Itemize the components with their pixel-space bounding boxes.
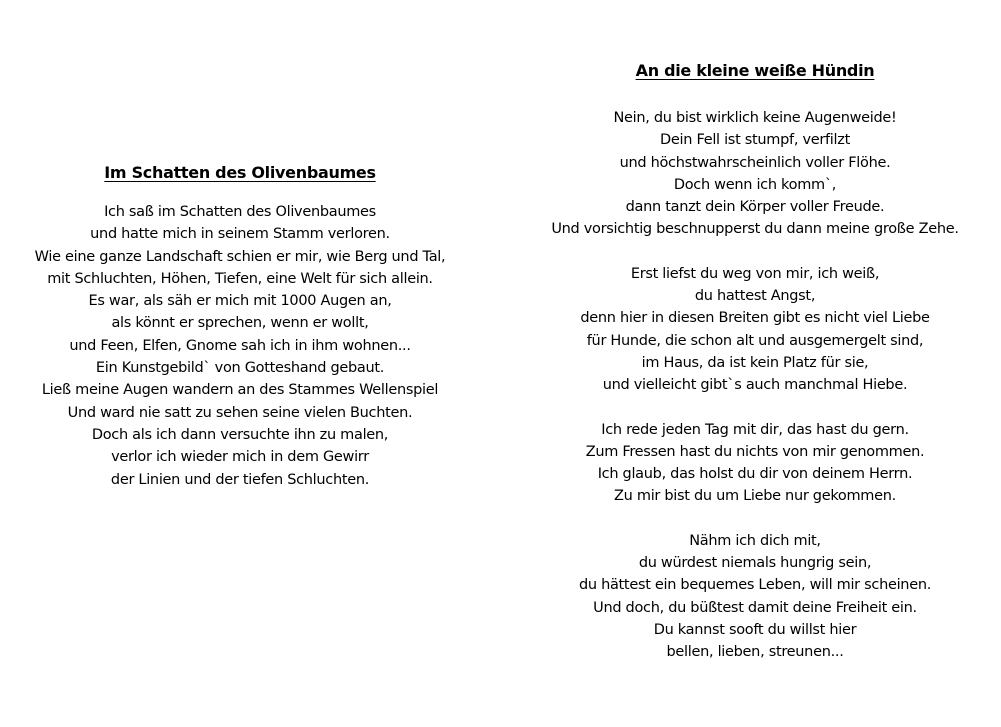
- poem-stanza: [10, 201, 470, 491]
- poem-line: Und doch, du büßtest damit deine Freiheit ein.: [593, 599, 917, 616]
- poem-line: Ich saß im Schatten des Olivenbaumes: [104, 204, 376, 220]
- poem-line: du hattest Angst,: [694, 288, 816, 305]
- poem-line: dann tanzt dein Körper voller Freude.: [625, 199, 885, 216]
- poem-line: Ich glaub, das holst du dir von deinem Herrn.: [597, 466, 913, 483]
- poem-stanza: [525, 419, 985, 508]
- poem-title: Im Schatten des Olivenbaumes: [104, 163, 376, 182]
- poem-line: Zu mir bist du um Liebe nur gekommen.: [614, 488, 896, 505]
- poem-line: Ließ meine Augen wandern an des Stammes Wellenspiel: [41, 382, 439, 399]
- poem-line: mit Schluchten, Höhen, Tiefen, eine Welt für sich allein.: [47, 270, 433, 287]
- poem-line: Nähm ich dich mit,: [689, 532, 821, 549]
- poem-huendin: [525, 60, 985, 664]
- poem-line: im Haus, da ist kein Platz für sie,: [641, 354, 869, 371]
- poem-line: als könnt er sprechen, wenn er wollt,: [111, 315, 369, 332]
- poem-line: Erst liefst du weg von mir, ich weiß,: [630, 265, 880, 282]
- poem-line: Doch wenn ich komm`,: [673, 176, 837, 193]
- poem-line: Und vorsichtig beschnupperst du dann meine große Zehe.: [551, 221, 959, 238]
- poem-line: Zum Fressen hast du nichts von mir genommen.: [585, 443, 925, 460]
- poem-line: Ich rede jeden Tag mit dir, das hast du gern.: [601, 421, 909, 438]
- poem-line: Du kannst sooft du willst hier: [653, 621, 857, 638]
- poem-stanza: [525, 530, 985, 664]
- poem-line: bellen, lieben, streunen...: [666, 644, 844, 661]
- poem-line: Nein, du bist wirklich keine Augenweide!: [613, 110, 897, 126]
- poem-olivenbaum: [10, 162, 470, 491]
- poem-line: Ein Kunstgebild` von Gotteshand gebaut.: [95, 360, 385, 377]
- poem-line: du würdest niemals hungrig sein,: [638, 555, 872, 572]
- poem-line: denn hier in diesen Breiten gibt es nicht viel Liebe: [580, 310, 930, 327]
- poem-line: Doch als ich dann versuchte ihn zu malen,: [91, 426, 389, 443]
- poem-line: und hatte mich in seinem Stamm verloren.: [90, 226, 390, 243]
- poem-title: An die kleine weiße Hündin: [635, 61, 875, 80]
- poem-line: Wie eine ganze Landschaft schien er mir, wie Berg und Tal,: [34, 248, 446, 265]
- poem-line: und Feen, Elfen, Gnome sah ich in ihm wohnen...: [69, 337, 411, 354]
- poem-line: für Hunde, die schon alt und ausgemergelt sind,: [586, 332, 924, 349]
- poem-line: und vielleicht gibt`s auch manchmal Hiebe.: [602, 377, 908, 394]
- poem-stanza: [525, 263, 985, 397]
- poem-line: der Linien und der tiefen Schluchten.: [110, 471, 370, 488]
- poem-line: Dein Fell ist stumpf, verfilzt: [660, 132, 850, 149]
- poem-line: verlor ich wieder mich in dem Gewirr: [111, 449, 369, 466]
- poem-line: Und ward nie satt zu sehen seine vielen Buchten.: [67, 404, 413, 421]
- poem-line: und höchstwahrscheinlich voller Flöhe.: [619, 154, 891, 171]
- poem-line: Es war, als säh er mich mit 1000 Augen an,: [88, 293, 392, 310]
- poem-stanza: [525, 107, 985, 241]
- poem-line: du hättest ein bequemes Leben, will mir scheinen.: [578, 577, 932, 594]
